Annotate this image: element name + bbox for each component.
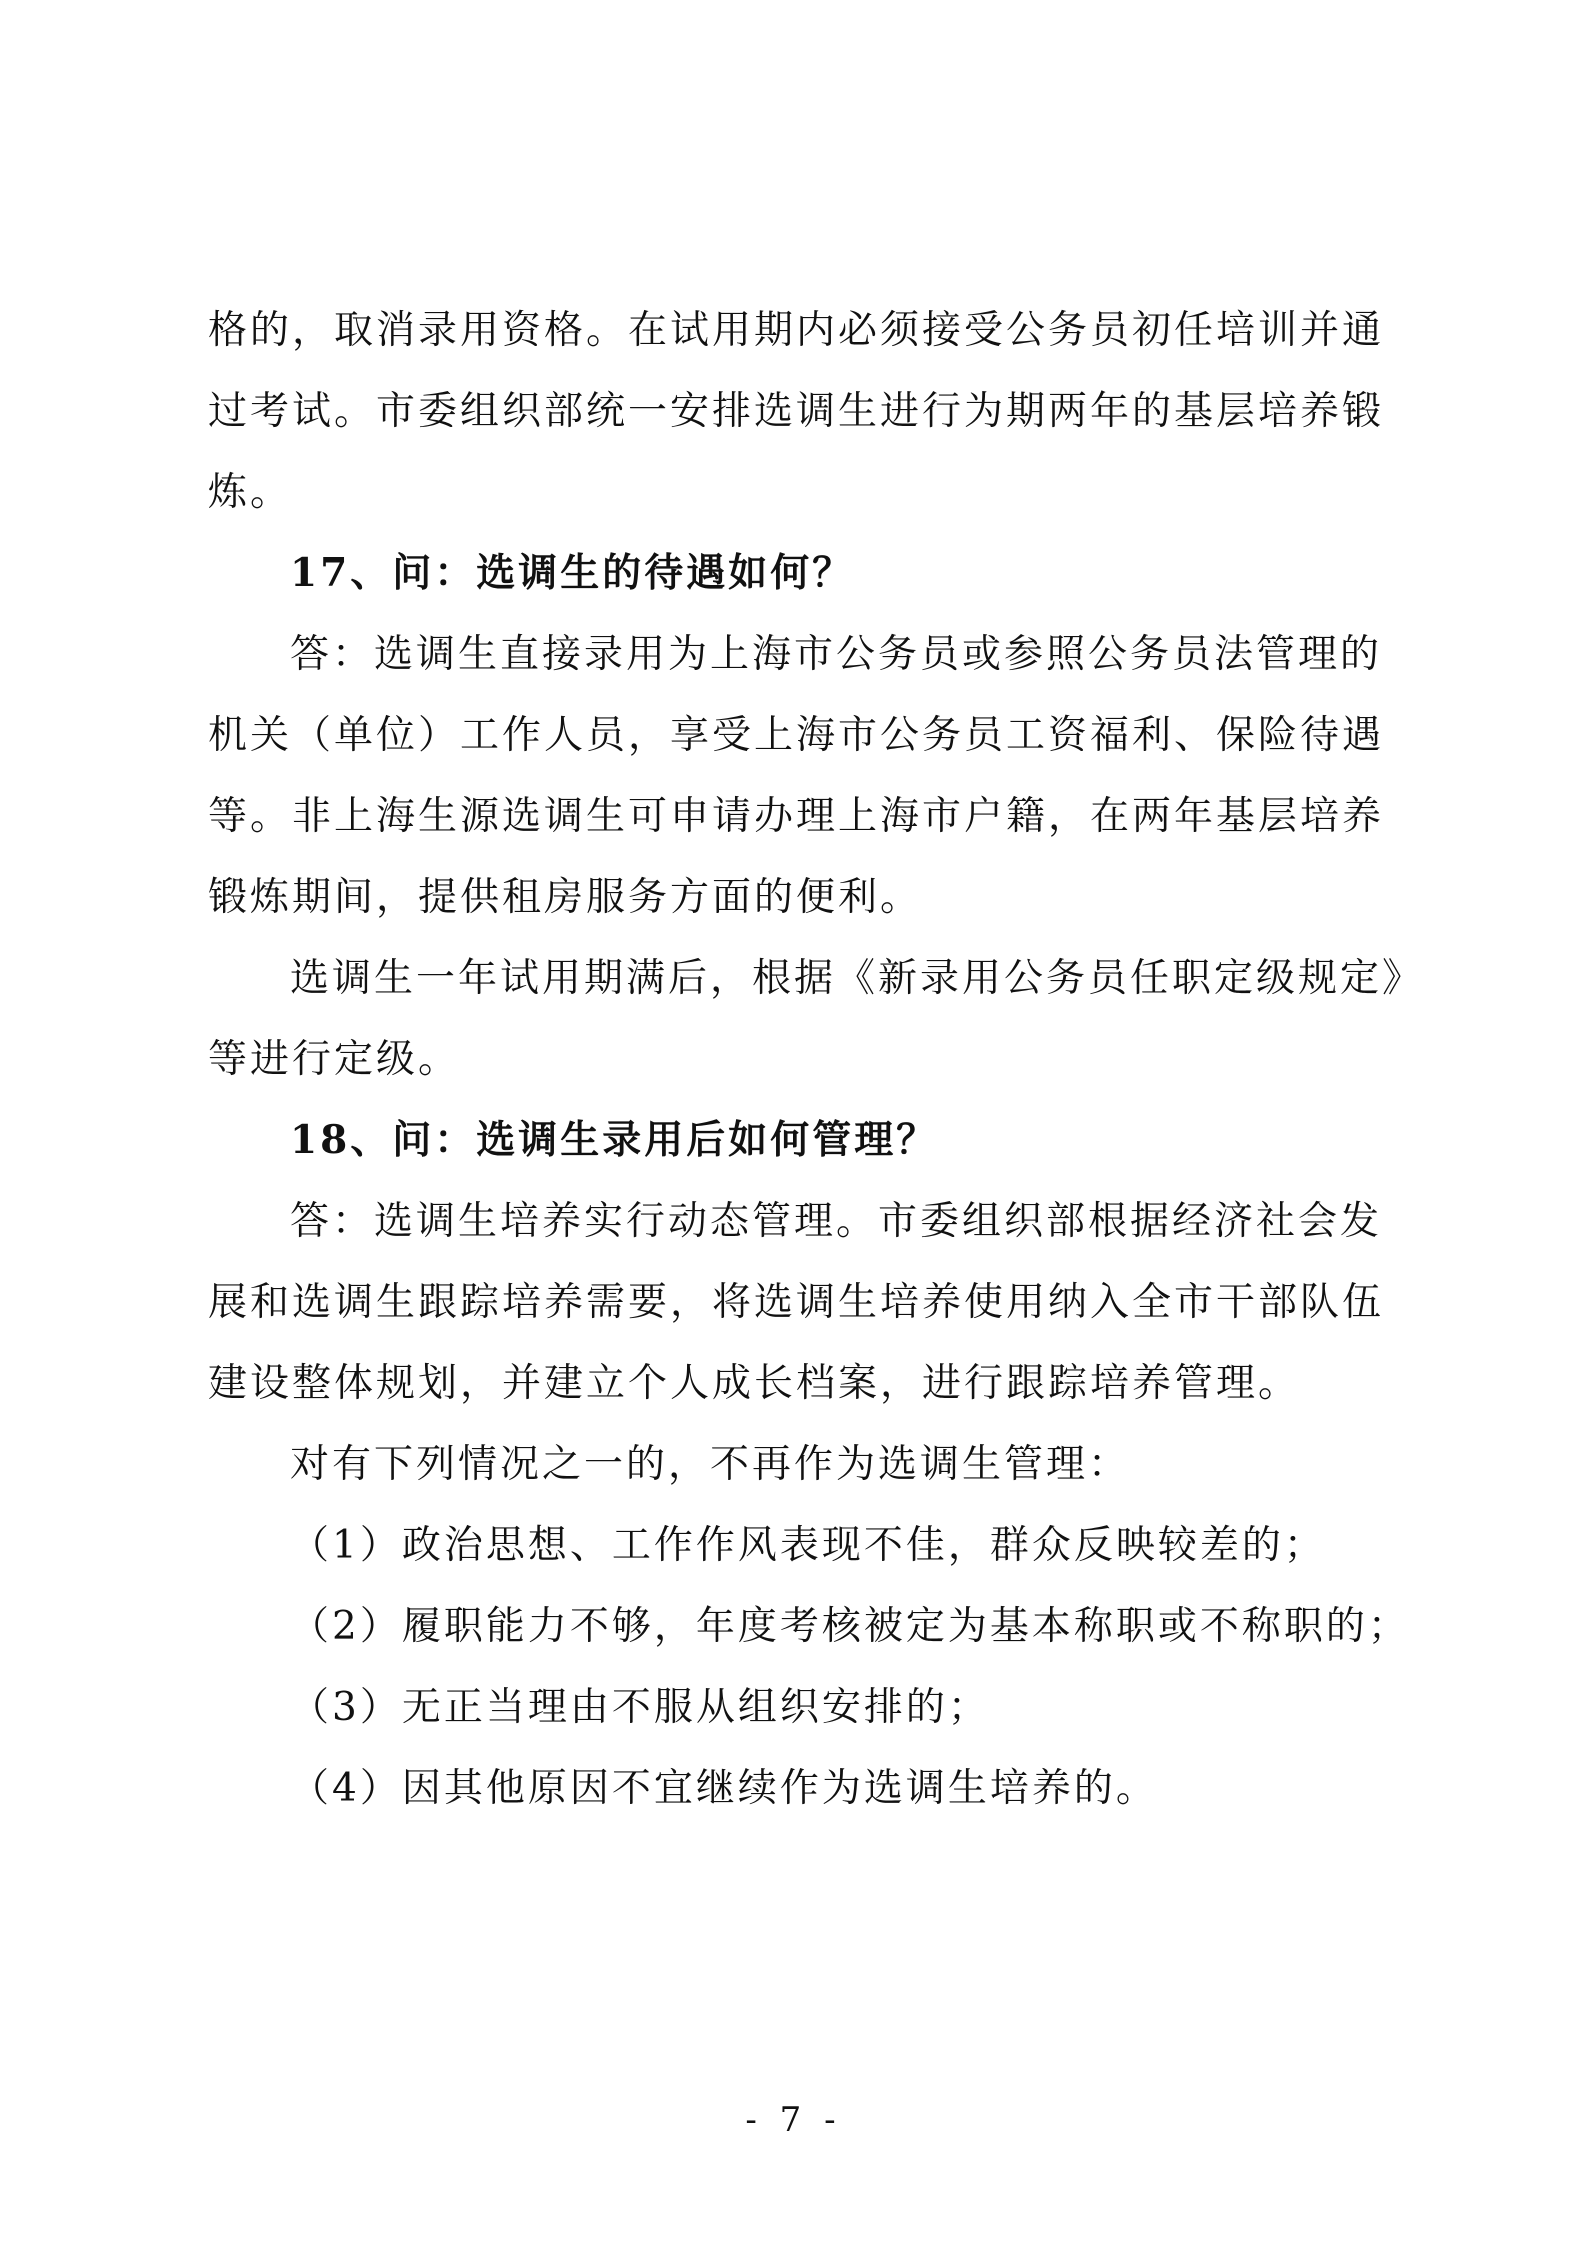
paragraph-line: 机关（单位）工作人员，享受上海市公务员工资福利、保险待遇 [208, 713, 1385, 758]
answer-line: 答：选调生直接录用为上海市公务员或参照公务员法管理的 [290, 632, 1383, 677]
paragraph-line: 展和选调生跟踪培养需要，将选调生培养使用纳入全市干部队伍 [208, 1280, 1385, 1325]
list-item: （1）政治思想、工作作风表现不佳，群众反映较差的； [290, 1523, 1326, 1568]
paragraph-line: 等进行定级。 [208, 1037, 461, 1082]
answer-line: 答：选调生培养实行动态管理。市委组织部根据经济社会发 [290, 1199, 1383, 1244]
paragraph-line: 建设整体规划，并建立个人成长档案，进行跟踪培养管理。 [208, 1361, 1301, 1406]
paragraph-line: 等。非上海生源选调生可申请办理上海市户籍，在两年基层培养 [208, 794, 1385, 839]
question-heading-18: 18、问：选调生录用后如何管理？ [290, 1117, 939, 1163]
paragraph-line: 锻炼期间，提供租房服务方面的便利。 [208, 875, 923, 920]
document-body [208, 290, 1425, 1829]
question-heading-17: 17、问：选调生的待遇如何？ [290, 550, 855, 596]
paragraph-line: 过考试。市委组织部统一安排选调生进行为期两年的基层培养锻 [208, 389, 1385, 434]
paragraph-line: 选调生一年试用期满后，根据《新录用公务员任职定级规定》 [290, 956, 1425, 1001]
list-item: （2）履职能力不够，年度考核被定为基本称职或不称职的； [290, 1604, 1410, 1649]
paragraph-line: 炼。 [208, 470, 293, 515]
list-item: （3）无正当理由不服从组织安排的； [290, 1685, 990, 1730]
page-number: - 7 - [745, 2100, 842, 2140]
paragraph-line: 对有下列情况之一的，不再作为选调生管理： [290, 1442, 1131, 1487]
list-item: （4）因其他原因不宜继续作为选调生培养的。 [290, 1766, 1158, 1811]
paragraph-line: 格的，取消录用资格。在试用期内必须接受公务员初任培训并通 [208, 308, 1385, 353]
